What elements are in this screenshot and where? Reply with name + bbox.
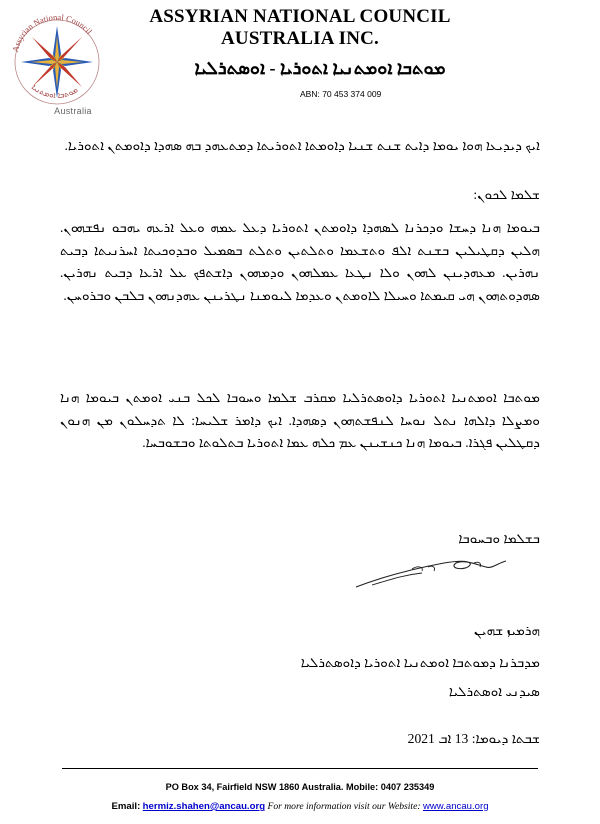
email-label: Email: [111,801,141,812]
body-paragraph-1: ܒܝܘܡܐ ܗܢܐ ܕܚܫܐ ܘܕܟܪܢܐ ܠܣܗܕܐ ܕܐܘܡܬܢ ܐܬܘܪܝܐ ܕܥܠ ܥܡܗ ܘܥܠ ܐܪܥܗ ܝܗܒܘ ܢܦܫܗܘܢ. ܗܠܝܢ ܕܩܛܝܠܝܢ ܒܫܢܬ ܐܠܦ ܘܬܫܥܡܐ ܘܬܠܬܝܢ ܘܬܠܬ ܒܣܡܝܠ ܘܒܕܘܟܝܬܐ ܐܚܪܢܝܬܐ ܕܒܝܬ ܢܗܪܝܢ. ܡܥܗܕܝܢܢ ܠܗܘܢ ܘܠܐ ܢܛܥܐ ܥܡܠܗܘܢ ܘܕܡܗܘܢ ܕܐܫܬܦܟ ܥܠ ܐܪܥܐ ܕܒܝܬ ܢܗܪܝܢ. ܣܗܕܘܬܗܘܢ ܗܝ ܩܝܡܬܐ ܘܚܝܠܐ ܠܐܘܡܬܢ ܘܥܕܡܐ ܠܝܘܡܢܐ ܢܛܪܝܢܢ ܥܗܕܢܗܘܢ ܒܠܒܢ ܘܒܪܘܚܢ. [60,220,540,303]
intro-paragraph: ܐܝܟ ܕܝܕܝܥܐ ܗܘܐ ܝܘܡܐ ܕܐܝܬ ܫܢܬ ܫܢܝܐ ܕܐܘܡܬܐ ܐܬܘܪܝܬܐ ܕܡܬܥܗܕ ܒܗ ܣܗܕܐ ܕܐܘܡܬܢ ܐܬܘܪܝܐ. [64,138,540,153]
body-paragraph-2: ܡܘܬܒܐ ܐܘܡܬܢܝܐ ܐܬܘܪܝܐ ܕܐܘܣܬܪܠܝܐ ܡܩܪܒ ܫܠܡܐ ܘܚܘܒܐ ܠܟܠ ܒܢܝ ܐܘܡܬܢ ܒܝܘܡܐ ܗܢܐ ܘܡܨܠܐ ܕܐܠܗܐ ܢܬܠ ܢܘܚܐ ܠܢܦܫܬܗܘܢ ܕܣܗܕܐ. ܐܝܟ ܕܐܡܪ ܫܠܝܚܐ: ܠܐ ܬܕܚܠܘܢ ܡܢ ܗܢܘܢ ܕܩܛܠܝܢ ܦܓܪܐ. ܒܝܘܡܐ ܗܢܐ ܟܢܫܝܢܢ ܥܡ ܟܠܗ ܥܡܐ ܐܬܘܪܝܐ ܒܬܠܘܬܐ ܘܒܫܘܒܚܐ. [60,390,540,450]
website-note: For more information visit our Website: [267,801,421,812]
letter-date: ܫܒܬܐ ܕܝܘܡܐ: 13 ܐܒ 2021 [407,731,540,746]
email-link[interactable]: hermiz.shahen@ancau.org [142,801,266,812]
signer-role: ܡܕܒܪܢܐ ܕܡܘܬܒܐ ܐܘܡܬܢܝܐ ܐܬܘܪܝܐ ܕܐܘܣܬܪܠܝܐ [300,655,540,670]
handwritten-signature [352,555,512,591]
org-title-line1: ASSYRIAN NATIONAL COUNCIL [149,6,451,27]
abn-number: ABN: 70 453 374 009 [300,89,382,99]
signer-location: ܣܝܕܢܝ ܐܘܣܬܪܠܝܐ [448,684,540,699]
logo-caption: Australia [54,106,92,116]
signer-name: ܗܪܡܝܙ ܫܗܝܢ [474,623,540,638]
website-link[interactable]: www.ancau.org [422,801,489,812]
footer-address: PO Box 34, Fairfield NSW 1860 Australia. Mobile: 0407 235349 [165,782,435,792]
footer-divider [62,768,538,769]
org-title-syriac: ܡܘܬܒܐ ܐܘܡܬܢܝܐ ܐܬܘܪܝܐ - ܐܘܣܬܪܠܝܐ [194,58,446,78]
logo-ring-text: Assyrian National Council [9,11,95,54]
org-title-line2: AUSTRALIA INC. [220,28,379,49]
logo-ring-syriac: ܡܘܬܒܐ ܐܘܡܬܢܝܐ [29,82,80,100]
greeting: ܫܠܡܐ ܠܟܘܢ: [473,187,540,202]
closing: ܒܫܠܡܐ ܘܒܚܘܒܐ [458,531,540,546]
footer-contact [0,801,600,812]
